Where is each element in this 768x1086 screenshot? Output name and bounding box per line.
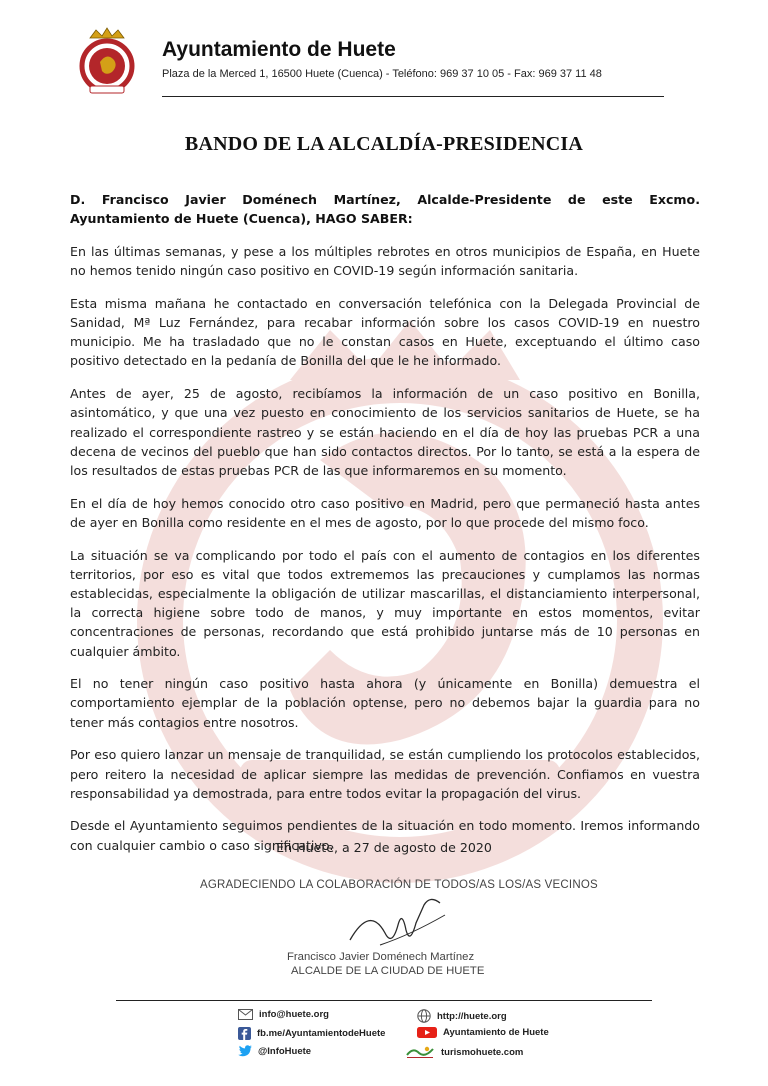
date-line: En Huete, a 27 de agosto de 2020 [276,840,492,855]
facebook-icon [238,1027,251,1040]
twitter-icon [238,1045,252,1057]
town-crest-icon [76,26,138,96]
footer-tourism[interactable] [405,1045,523,1059]
tourism-link[interactable]: turismohuete.com [441,1046,524,1058]
body-paragraph: Esta misma mañana he contactado en conversación telefónica con la Delegada Provincial de Sanidad, Mª Luz Fernández, para recabar información sobre los casos COVID-19 en nuestro municipio. Me ha trasladado que no le constan casos en Huete, exceptuando el último caso positivo detectado en la pedanía de Bonilla del que le he informado. [70,295,700,369]
signer-name: Francisco Javier Doménech Martínez [287,951,475,963]
signature-icon [340,885,450,955]
letterhead [76,26,676,106]
footer-email[interactable] [238,1009,329,1020]
youtube-link[interactable]: Ayuntamiento de Huete [443,1027,549,1038]
facebook-link[interactable]: fb.me/AyuntamientodeHuete [257,1028,386,1039]
signer-title: ALCALDE DE LA CIUDAD DE HUETE [291,965,485,977]
body-paragraph: El no tener ningún caso positivo hasta ahora (y únicamente en Bonilla) demuestra el comportamiento ejemplar de la población optense, pero no debemos bajar la guardia para no tener más contagios entre nosotros. [70,676,700,730]
globe-icon [417,1009,431,1023]
header-divider [162,96,664,97]
footer-divider [116,1000,652,1001]
document-title: BANDO DE LA ALCALDÍA-PRESIDENCIA [184,133,584,155]
body-paragraph: Por eso quiero lanzar un mensaje de tranquilidad, se están cumpliendo los protocolos establecidos, pero reitero la necesidad de aplicar siempre las medidas de prevención. Confiamos en vuestra responsabilidad ya demostrada, para entre todos evitar la propagación del virus. [70,747,700,801]
body-paragraph: La situación se va complicando por todo el país con el aumento de contagios en los diferentes territorios, por eso es vital que todos extrememos las precauciones y cumplamos las normas establecidas, especialmente la obligación de utilizar mascarillas, el distanciamiento interpersonal, la correcta higiene sobre todo de manos, y muy importante en estos momentos, evitar concentraciones de personas, recordando que está prohibido juntarse más de 10 personas en cualquier ámbito. [70,547,700,659]
footer-website[interactable] [417,1009,507,1023]
document-body [70,190,700,868]
footer-twitter[interactable] [238,1045,311,1057]
youtube-icon [417,1027,437,1038]
footer-facebook[interactable] [238,1027,385,1040]
gratitude-line: AGRADECIENDO LA COLABORACIÓN DE TODOS/AS LOS/AS VECINOS [200,879,598,891]
org-address: Plaza de la Merced 1, 16500 Huete (Cuenca) - Teléfono: 969 37 10 05 - Fax: 969 37 11 48 [162,68,602,80]
mail-icon [238,1009,253,1020]
footer-youtube[interactable] [417,1027,549,1038]
org-name: Ayuntamiento de Huete [162,38,396,61]
email-link[interactable]: info@huete.org [259,1009,329,1020]
body-paragraph: En el día de hoy hemos conocido otro caso positivo en Madrid, pero que permaneció hasta antes de ayer en Bonilla como residente en el mes de agosto, por lo que procede del mismo foco. [70,495,700,530]
tourism-logo-icon [405,1045,435,1059]
body-paragraph: En las últimas semanas, y pese a los múltiples rebrotes en otros municipios de España, en Huete no hemos tenido ningún caso positivo en COVID-19 según información sanitaria. [70,243,700,279]
body-paragraph: Antes de ayer, 25 de agosto, recibíamos la información de un caso positivo en Bonilla, asintomático, y que una vez puesto en conocimiento de los servicios sanitarios de Huete, se ha realizado el correspondiente rastreo y se están haciendo en el día de hoy las pruebas PCR a una decena de vecinos del pueblo que han sido contactos directos. Por lo tanto, se está a la espera de los resultados de estas pruebas PCR de las que informaremos en su momento. [70,386,700,478]
twitter-link[interactable]: @InfoHuete [258,1045,312,1057]
body-paragraph: Desde el Ayuntamiento seguimos pendientes de la situación en todo momento. Iremos informando con cualquier cambio o caso significativo. [70,818,700,853]
website-link[interactable]: http://huete.org [437,1010,507,1022]
intro-paragraph: D. Francisco Javier Doménech Martínez, Alcalde-Presidente de este Excmo. Ayuntamiento de Huete (Cuenca), HAGO SABER: [70,192,700,227]
